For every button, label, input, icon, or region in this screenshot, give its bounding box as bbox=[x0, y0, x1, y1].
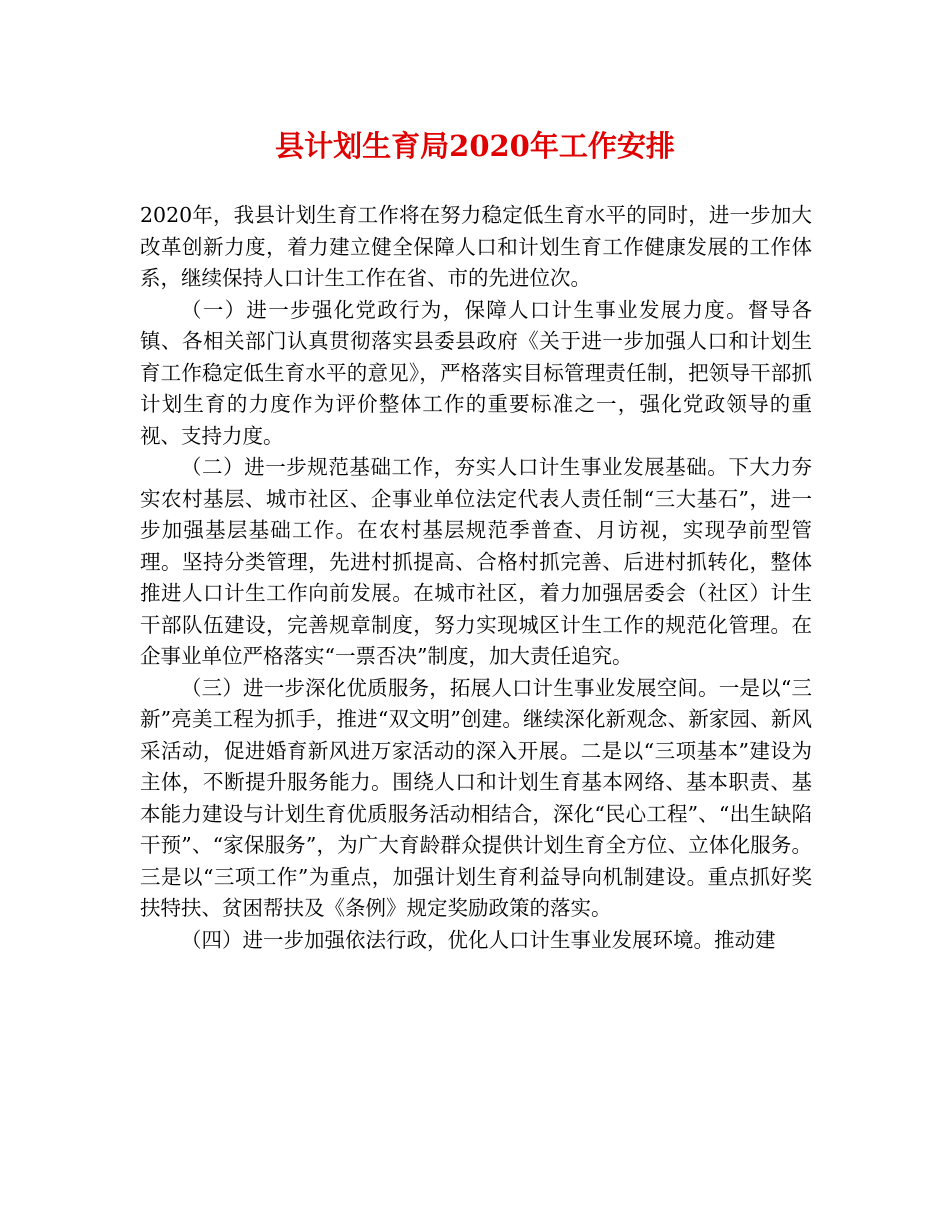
paragraph-section-4: （四）进一步加强依法行政，优化人口计生事业发展环境。推动建 bbox=[181, 927, 776, 952]
document-body bbox=[140, 200, 812, 956]
paragraph-section-1: （一）进一步强化党政行为，保障人口计生事业发展力度。督导各镇、各相关部门认真贯彻落实县委县政府《关于进一步加强人口和计划生育工作稳定低生育水平的意见》，严格落实目标管理责任制，把领导干部抓计划生育的力度作为评价整体工作的重要标准之一，强化党政领导的重视、支持力度。 bbox=[140, 297, 812, 448]
document-title: 县计划生育局2020年工作安排 bbox=[275, 129, 675, 163]
paragraph-intro: 2020年，我县计划生育工作将在努力稳定低生育水平的同时，进一步加大改革创新力度，着力建立健全保障人口和计划生育工作健康发展的工作体系，继续保持人口计生工作在省、市的先进位次。 bbox=[140, 203, 812, 290]
paragraph-section-2: （二）进一步规范基础工作，夯实人口计生事业发展基础。下大力夯实农村基层、城市社区、企事业单位法定代表人责任制“三大基石”，进一步加强基层基础工作。在农村基层规范季普查、月访视，实现孕前型管理。坚持分类管理，先进村抓提高、合格村抓完善、后进村抓转化，整体推进人口计生工作向前发展。在城市社区，着力加强居委会（社区）计生干部队伍建设，完善规章制度，努力实现城区计生工作的规范化管理。在企事业单位严格落实“一票否决”制度，加大责任追究。 bbox=[140, 455, 812, 668]
paragraph-section-3: （三）进一步深化优质服务，拓展人口计生事业发展空间。一是以“三新”亮美工程为抓手，推进“双文明”创建。继续深化新观念、新家园、新风采活动，促进婚育新风进万家活动的深入开展。二是以“三项基本”建设为主体，不断提升服务能力。围绕人口和计划生育基本网络、基本职责、基本能力建设与计划生育优质服务活动相结合，深化“民心工程”、“出生缺陷干预”、“家保服务”，为广大育龄群众提供计划生育全方位、立体化服务。三是以“三项工作”为重点，加强计划生育利益导向机制建设。重点抓好奖扶特扶、贫困帮扶及《条例》规定奖励政策的落实。 bbox=[140, 675, 812, 920]
